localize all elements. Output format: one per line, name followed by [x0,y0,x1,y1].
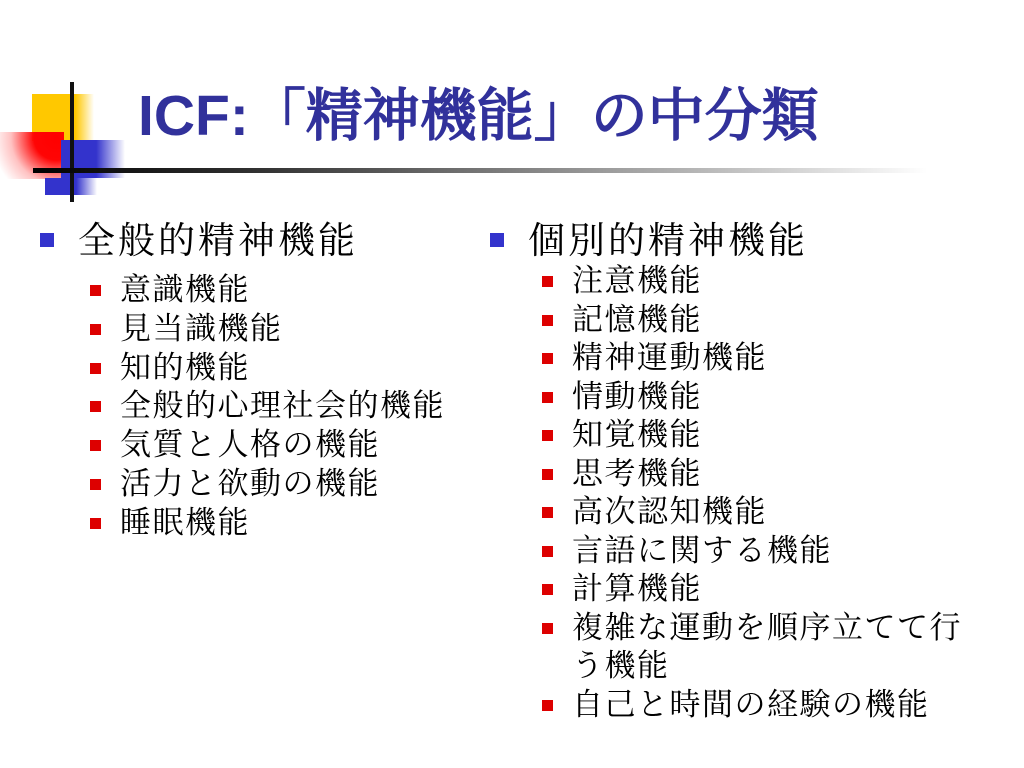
list-item-label: 見当識機能 [120,310,283,346]
list-item [490,570,995,609]
list-item-label: 自己と時間の経験の機能 [572,686,930,722]
blue-square-bullet-icon [490,233,504,247]
list-item [490,262,995,301]
red-square-bullet-icon [90,440,101,451]
list-item [40,310,488,349]
list-item-label: 複雑な運動を順序立てて行う機能 [572,609,962,683]
list-item-label: 知的機能 [120,349,250,385]
list-item-level1 [40,219,488,261]
list-item [40,426,488,465]
red-square-bullet-icon [90,324,101,335]
list-item-label: 睡眠機能 [120,504,250,540]
list-item-label: 計算機能 [572,571,702,606]
logo-vertical-line [70,82,74,202]
list-item [490,455,995,494]
list-item [40,465,488,504]
red-square-bullet-icon [542,700,553,711]
red-square-bullet-icon [542,623,553,634]
list-item-label: 活力と欲動の機能 [120,465,380,501]
list-item [40,271,488,310]
list-item-label: 全般的心理社会的機能 [120,388,445,424]
column-heading: 個別的精神機能 [528,219,808,261]
slide-title: ICF:「精神機能」の中分類 [138,84,819,148]
red-square-bullet-icon [542,315,553,326]
list-item [490,686,995,725]
list-item [490,301,995,340]
list-item [40,387,488,426]
list-item-label: 情動機能 [572,378,702,414]
red-square-bullet-icon [90,285,101,296]
title-underline-rule [33,168,955,173]
list-item-label: 記憶機能 [572,301,702,337]
list-item-label: 注意機能 [572,263,702,298]
list-item [490,416,995,455]
list-item-level1 [490,219,995,261]
list-item [490,339,995,378]
list-item-label: 意識機能 [120,272,250,307]
list-item [40,349,488,388]
red-square-bullet-icon [542,276,553,287]
red-square-bullet-icon [542,430,553,441]
red-square-bullet-icon [542,353,553,364]
list-item [490,532,995,571]
list-item-label: 思考機能 [572,455,702,491]
red-square-bullet-icon [542,546,553,557]
list-item-label: 知覚機能 [572,417,702,452]
list-item-label: 言語に関する機能 [572,532,832,568]
red-square-bullet-icon [90,518,101,529]
sub-item-list [40,271,488,543]
list-item [490,378,995,417]
sub-item-list [490,262,995,724]
list-item-label: 気質と人格の機能 [120,427,380,463]
list-item-label: 高次認知機能 [572,494,767,529]
list-item-label: 精神運動機能 [572,340,767,375]
red-square-bullet-icon [542,392,553,403]
list-item [490,493,995,532]
red-square-bullet-icon [90,479,101,490]
list-item [40,504,488,543]
column-heading: 全般的精神機能 [78,219,358,261]
list-item [490,609,995,686]
red-square-bullet-icon [90,401,101,412]
red-square-bullet-icon [542,469,553,480]
red-square-bullet-icon [90,363,101,374]
right-column [490,219,995,724]
blue-square-bullet-icon [40,233,54,247]
left-column [40,219,488,543]
red-square-bullet-icon [542,507,553,518]
red-square-bullet-icon [542,584,553,595]
